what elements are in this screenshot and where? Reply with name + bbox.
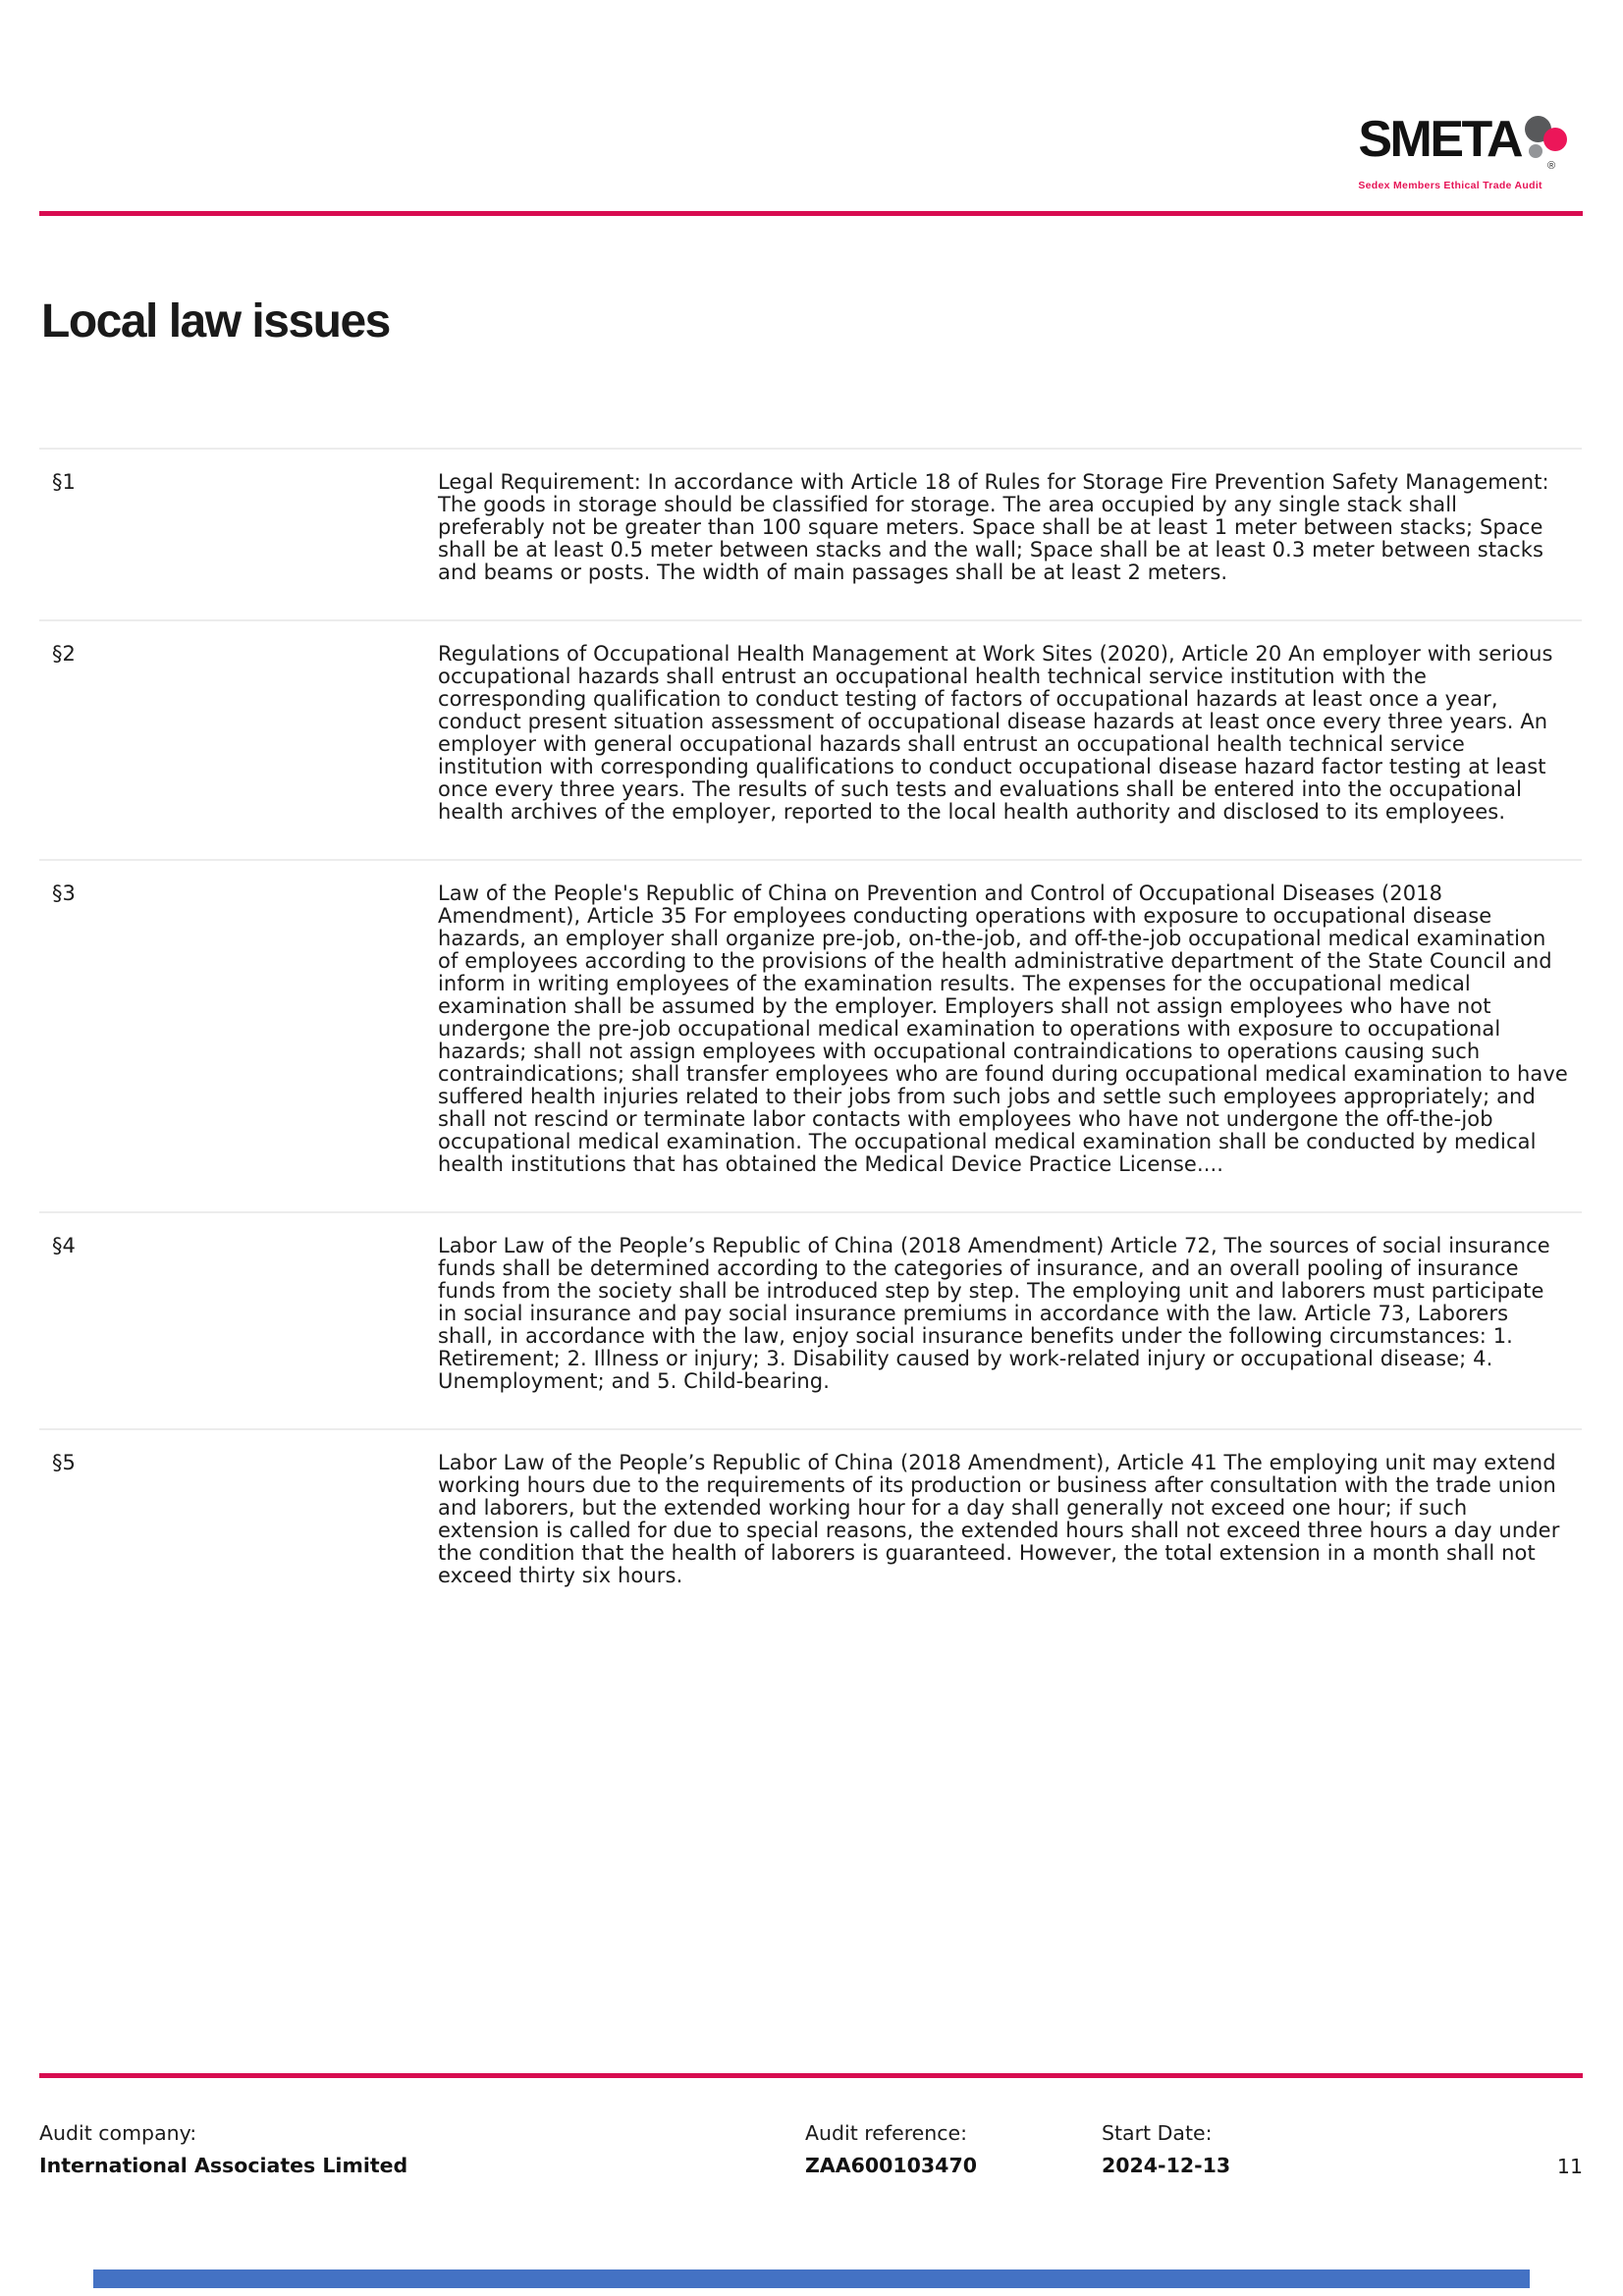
header-divider (39, 211, 1583, 216)
logo-dot-mid-gray (1529, 144, 1542, 158)
local-law-issues-table (39, 448, 1582, 1623)
page-title: Local law issues (41, 295, 390, 347)
section-ref: §4 (52, 1234, 76, 1257)
law-issue-row-4 (39, 1211, 1582, 1428)
logo-dot-pink (1543, 128, 1567, 151)
smeta-logo-tagline: Sedex Members Ethical Trade Audit (1358, 180, 1542, 191)
bottom-page-bar (93, 2269, 1530, 2288)
law-issue-row-3 (39, 859, 1582, 1211)
registered-trademark-icon: ® (1547, 160, 1556, 172)
start-date-label: Start Date: (1102, 2121, 1213, 2145)
section-text: Labor Law of the People’s Republic of China (2018 Amendment), Article 41 The employing unit may extend working hours due to the requirements of its production or business after consultation with the trade union and laborers, but the extended working hour for a day shall generally not exceed one hour; if such extension is called for due to special reasons, the extended hours shall not exceed three hours a day under the condition that the health of laborers is guaranteed. However, the total extension in a month shall not exceed thirty six hours. (438, 1451, 1560, 1587)
audit-reference-value: ZAA600103470 (805, 2154, 977, 2177)
audit-reference-label: Audit reference: (805, 2121, 968, 2145)
section-ref: §5 (52, 1451, 76, 1474)
law-issue-row-1 (39, 448, 1582, 619)
section-ref: §3 (52, 881, 76, 905)
section-text: Regulations of Occupational Health Management at Work Sites (2020), Article 20 An employer with serious occupational hazards shall entrust an occupational health technical service institution with the corresponding qualification to conduct testing of factors of occupational hazards at least once a year, conduct present situation assessment of occupational disease hazards at least once every three years. An employer with general occupational hazards shall entrust an occupational health technical service institution with corresponding qualifications to conduct occupational disease hazard factor testing at least once every three years. The results of such tests and evaluations shall be entered into the occupational health archives of the employer, reported to the local health authority and disclosed to its employees. (438, 642, 1553, 824)
audit-company-label: Audit company: (39, 2121, 197, 2145)
section-text: Legal Requirement: In accordance with Article 18 of Rules for Storage Fire Prevention Safety Management: The goods in storage should be classified for storage. The area occupied by any single stack shall preferably not be greater than 100 square meters. Space shall be at least 1 meter between stacks; Space shall be at least 0.5 meter between stacks and the wall; Space shall be at least 0.3 meter between stacks and beams or posts. The width of main passages shall be at least 2 meters. (438, 470, 1549, 584)
law-issue-row-2 (39, 619, 1582, 859)
smeta-logo-dots-icon (1523, 114, 1568, 177)
section-ref: §1 (52, 470, 76, 494)
start-date-value: 2024-12-13 (1102, 2154, 1231, 2177)
page-number: 11 (1556, 2155, 1583, 2178)
section-text: Labor Law of the People’s Republic of China (2018 Amendment) Article 72, The sources of social insurance funds shall be determined according to the categories of insurance, and an overall pooling of insurance funds from the society shall be introduced step by step. The employing unit and laborers must participate in social insurance and pay social insurance premiums in accordance with the law. Article 73, Laborers shall, in accordance with the law, enjoy social insurance benefits under the following circumstances: 1. Retirement; 2. Illness or injury; 3. Disability caused by work-related injury or occupational disease; 4. Unemployment; and 5. Child-bearing. (438, 1234, 1550, 1393)
footer-audit-company (39, 2122, 407, 2177)
smeta-logo (1358, 111, 1568, 191)
smeta-logo-wordmark: SMETA (1358, 111, 1521, 168)
law-issue-row-5 (39, 1428, 1582, 1623)
footer-divider (39, 2073, 1583, 2078)
section-ref: §2 (52, 642, 76, 666)
footer-start-date (1102, 2122, 1230, 2177)
section-text: Law of the People's Republic of China on Prevention and Control of Occupational Diseases (2018 Amendment), Article 35 For employees conducting operations with exposure to occupational disease hazards, an employer shall organize pre-job, on-the-job, and off-the-job occupational medical examination of employees according to the provisions of the health administrative department of the State Council and inform in writing employees of the examination results. The expenses for the occupational medical examination shall be assumed by the employer. Employers shall not assign employees who have not undergone the pre-job occupational medical examination to operations with exposure to occupational hazards; shall not assign employees with occupational contraindications to operations causing such contraindications; shall transfer employees who are found during occupational medical examination to have suffered health injuries related to their jobs from such jobs and settle such employees appropriately; and shall not rescind or terminate labor contacts with employees who have not undergone the off-the-job occupational medical examination. The occupational medical examination shall be conducted by medical health institutions that has obtained the Medical Device Practice License.... (438, 881, 1568, 1176)
audit-company-value: International Associates Limited (39, 2154, 408, 2177)
page-footer (39, 2122, 1583, 2191)
footer-audit-reference (805, 2122, 977, 2177)
